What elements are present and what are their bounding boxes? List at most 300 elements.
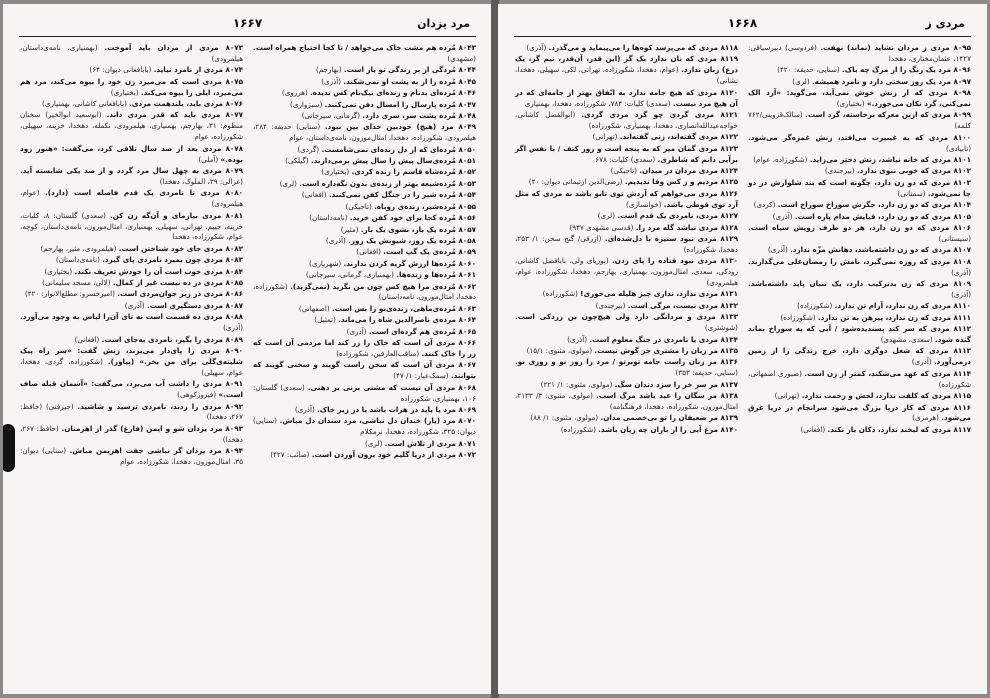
proverb-entry [253,315,476,326]
proverb-entry [515,312,738,334]
proverb-text: ۸۱۲۱ مردی گردی چو گرد مردی گردی. [581,109,738,119]
proverb-source: (لالی، مسجد سلیمانی) [42,278,111,288]
proverb-entry [20,144,243,166]
proverb-text: ۸۰۶۹ مرد یا باید در هرات باشد یا در زیر خاک. [317,405,476,414]
proverb-source: (صبوری اصفهانی، شکورزاده) [748,368,971,389]
proverb-text: ۸۰۴۷ مُرده پارسال را امسال دفن نمی‌کنند. [324,99,476,109]
proverb-entry [515,88,738,110]
proverb-source: (صائب: ۴۲۷) [270,450,310,460]
proverb-source: (قدسی مشهدی ۹۴۷) [569,222,634,232]
proverb-text: ۸۱۴۰ مرغ آبی را از باران چه زیان باشد. [598,424,738,434]
proverb-entry [20,346,243,379]
page-number: ۱۶۶۸ [727,16,758,30]
proverb-entry [253,156,476,167]
proverb-source: (شکورزاده) [560,424,596,434]
proverb-source: (فیروزکوهی) [177,390,217,400]
proverb-source: (ابوالفضل کاشانی، خواجه‌عبدالله‌انصاری، دهخدا، بهمنیاری، شکورزاده) [515,109,738,130]
proverb-source: (سنایی) دیوان: ۳۲۵، شکورزاده، دهخدا، نرمکلام [253,416,476,437]
proverb-source: (افغانی) [356,247,381,257]
proverb-entry [20,289,243,300]
proverb-text: ۸۰۸۶ مردی در زیر جوان‌مردی است. [117,289,243,299]
proverb-source: (گیلکی) [285,156,309,166]
proverb-entry [253,122,476,144]
proverb-text: ۸۰۶۴ مرده‌ی ناصرالدین شاه را می‌ماند. [338,315,476,325]
proverb-entry [253,405,476,416]
proverb-source: (بختیاری) [321,167,350,177]
proverb-text: ۸۱۱۳ مردی که شغل دوگری دارد، خرج زندگی را از زمین درمی‌آورد. [748,346,971,367]
proverb-source: (نامه‌داستان) [309,213,348,223]
proverb-source: (آذری) [767,245,788,255]
proverb-text: ۸۱۲۲ مردی گفته‌اند، زنی گفته‌اند. [619,132,738,142]
proverb-entry [515,177,738,188]
proverb-entry [20,43,243,65]
proverb-source: (افغانی) [800,424,826,434]
proverb-text: ۸۱۳۴ مردی یا نامردی در جنگ معلوم است. [589,334,738,344]
proverb-text: ۸۰۹۸ مردی که از زنش خوش نمی‌آید، می‌گوید: «آرد الک نمی‌کنی، گرد تکان می‌خورد.» [748,88,971,109]
proverb-source: (شکورزاده، دهخدا، امثال‌موزون، نامه‌داستان) [253,281,476,302]
proverb-source: (مولوی، مثنوی: ۳/ ۲۱۳۳، امثال‌موزون، شکورزاده، دهخدا، فرهنگنامه) [515,391,738,411]
proverb-entry [253,236,476,247]
proverb-source: (سنایی، حدیقه: ۳۵۳) [675,368,738,378]
proverb-source: (عوام، دهخدا، شکورزاده، تهرانی، لکی، سهیلی، دهخدا، نشانی) [515,65,738,86]
proverb-text: ۸۱۰۷ مردی که دو زن داشته‌باشد، دهانش مزّه ندارد. [790,245,971,255]
proverb-source: (ابوسعید ابوالخیر) سخنان منظوم: ۳۱، بهارجم، بهمنیاری، هیلمرودی، تکمله، دهخدا، خزینه، سهیلی، شکورزاده، عوام [20,110,243,142]
proverb-source: (تهرانی) [774,391,800,401]
proverb-source: (حافظ: ۲۶۷، دهخدا) [20,423,243,444]
proverb-source: (بیرجندی) [824,166,855,176]
proverb-text: ۸۱۳۹ مر ضعیفان را تو بی‌خصمی مدان. [600,413,738,423]
proverb-source: (شکورزاده، عوام) [753,155,808,165]
proverb-source: (گرمانی، سیرجانی) [301,110,361,120]
proverb-source: (بهمنیاری، گرمانی، سیرجانی) [305,270,394,280]
proverb-source: (اصفهانی) [298,303,330,313]
proverb-entry [253,43,476,65]
proverb-source: (سمنانی) [897,188,926,198]
proverb-source: (تاجیکی) [610,165,638,175]
proverb-entry [748,88,971,110]
proverb-source: (آملی) [198,154,219,164]
proverb-text: ۸۰۹۲ مردی را زدند، نامردی ترسید و شاشید. [77,401,243,411]
left-page [3,4,492,694]
proverb-text: ۸۱۳۲ مردی نیست، مرگی است. [627,300,738,310]
proverb-entry [20,244,243,255]
proverb-text: ۸۰۸۳ مردی چون بمیرد نامردی پای گیرد. [102,255,243,265]
proverb-text: ۸۱۱۵ مردی که کلفت ندارد، لحش و زحمت ندارد. [801,391,971,401]
proverb-entry [20,379,243,401]
proverb-entry [748,200,971,211]
proverb-entry [20,255,243,266]
proverb-text: ۸۰۴۸ مُرده پشت سر، سری دارد. [362,110,476,120]
proverb-entry [515,43,738,54]
proverb-text: ۸۰۶۱ مُرده‌ها و زنده‌ها. [396,270,476,280]
proverb-entry [748,133,971,155]
proverb-entry [748,212,971,223]
proverb-entry [748,324,971,346]
proverb-entry [253,360,476,382]
proverb-text: ۸۱۰۸ مردی که روزه نمی‌گیرد، نامش را رمضان‌علی می‌گذارند. [748,256,971,266]
proverb-text: ۸۰۷۸ مردی بعد از صد سال تلافی کرد، می‌گفت: «هنوز زود بوده.» [20,143,243,164]
proverb-source: (لری) [364,438,383,448]
proverb-source: (بهمنیاری، نامه‌ی‌داستان، هیلمرودی) [20,43,243,63]
proverb-text: ۸۰۷۱ مردی از تلاش است. [384,438,476,448]
proverb-entry [253,88,476,99]
proverb-entry [515,110,738,132]
proverb-entry [20,99,243,110]
proverb-source: (مثیر) [340,224,359,234]
column-left [515,43,738,436]
proverb-entry [20,65,243,76]
running-head: مردی ز [925,17,965,30]
proverb-source: (شکورزاده) [542,289,578,299]
proverb-text: ۸۱۲۳ مردی گمان میر که به پنجه است و زور کتف / با نفس اگر برآیی دانم که شاطری. [515,143,738,164]
proverb-source: (بختیاری) [836,99,865,109]
proverb-source: (مولوی، مثنوی: ۱/ ۸۸) [530,413,599,423]
proverb-text: ۸۰۶۶ مردی آن است که خاک را زر کند اما مردمی آن است که زر را خاک کنند. [253,338,476,358]
proverb-entry [20,446,243,468]
proverb-source: (لری) [279,178,297,188]
proverb-entry [253,213,476,224]
proverb-text: ۸۱۰۳ مردی که دو زن دارد، چگونه است که بند شلوارش در دو جا نمی‌شود. [748,177,971,198]
proverb-text: ۸۰۹۱ مردی را داشت آب می‌برد، می‌گفت: «آسمان قبله صاف است.» [20,379,243,400]
proverb-text: ۸۰۹۶ مرد یک رنگ را از مرگ چه باک. [842,65,971,75]
proverb-source: (سنایی) حدیقه: ۲۸۴، هیلمرودی، شکورزاده، دهخدا، امثال‌موزون، نامه‌ی‌داستان، عوام [253,122,476,143]
proverb-source: (پوریای ولی، بابافضل کاشانی، رودکی، سعدی، امثال‌موزون، بهمنیاری، بهارجم، دهخدا، شکورزاده، عوام، هیلمرودی) [515,256,738,288]
proverb-text: ۸۰۷۲ مردی از دریا گلیم خود برون آوردن است. [311,450,476,460]
proverb-text: ۸۱۳۰ مردی نبود فتاده را پای زدن. [612,256,738,266]
proverb-entry [253,282,476,304]
proverb-entry [748,223,971,245]
proverb-entry [515,189,738,211]
proverb-text: ۸۰۸۸ مردی ده قسمت است نه تای آن‌را لباس به وجود می‌آورد. [20,312,243,322]
proverb-source: (مولوی، مثنوی: ۱۵/۱) [526,345,593,355]
proverb-entry [748,369,971,391]
proverb-text: ۸۱۱۶ مردی که کار دریا بزرگ می‌شود سرانجام در دریا غرق می‌شود. [748,402,971,423]
proverb-entry [253,247,476,258]
proverb-text: ۸۰۵۴ مُرده شیر را در جنگل کفن نمی‌کنند. [328,190,476,200]
proverb-text: ۸۰۵۱ مُرده‌ی‌سال پیش را سال پیش برمی‌دارند. [311,156,476,166]
proverb-text: ۸۰۶۸ مردی آن نیست که مشتی بزنی بر دهنی. [307,382,476,392]
page-number: ۱۶۶۷ [232,16,263,30]
proverb-source: (مناقب‌العارفین، شکورزاده) [336,348,420,358]
proverb-text: ۸۰۴۶ مُرده‌ای بدنام و زنده‌ای نیک‌نام کس ندیده. [310,88,476,98]
column-left [20,43,243,468]
proverb-entry [253,439,476,450]
proverb-entry [515,391,738,413]
proverb-entry [253,100,476,111]
proverb-entry [253,383,476,405]
proverb-text: ۸۱۳۵ مر زبان را مشتری جز گوش نیست. [594,345,738,355]
proverb-source: (غزالی: ۳۹، الملوک، دهخدا) [159,176,243,186]
proverb-entry [748,301,971,312]
proverb-text: ۸۰۶۰ مُرده‌ها ارزش گریه کردن ندارند. [343,258,476,268]
proverb-source: (هیلمرودی، مثیر، بهارجم) [40,243,117,253]
proverb-source: (آذری) [772,211,793,221]
proverb-source: (تهرانی) [592,132,618,142]
proverb-source: (آذری) [346,326,367,336]
proverb-text: ۸۰۷۴ مردی از نامرد نیاید. [153,65,243,75]
proverb-entry [515,54,738,87]
proverb-text: ۸۰۹۴ مرد یزدان گر نباشی جفت اهریمن مباش. [69,446,243,456]
proverb-entry [748,166,971,177]
proverb-entry [515,132,738,143]
right-page [498,4,987,694]
proverb-text: ۸۱۰۶ مردی که دو زن دارد، هر دو طرف رویش سیاه است. [748,223,971,232]
proverb-text: ۸۰۵۸ مُرده یک روز، شیونش یک روز. [348,235,476,245]
proverb-text: ۸۰۴۳ مُرده هم مشت خاک می‌خواهد / تا کجا احتیاج همراه است. [253,43,476,52]
proverb-text: ۸۱۲۵ مردیم و ز کس وفا ندیدیم. [624,177,738,187]
proverb-text: ۸۱۲۹ مردی نبود ستیزه با دل‌شده‌ای. [604,233,738,243]
proverb-source: (تمثیل) [314,315,336,325]
proverb-text: ۸۱۱۷ مردی که لبخند ندارد، دکان باز نکند. [827,424,971,434]
proverb-entry [253,450,476,461]
page-header [19,14,476,37]
proverb-source: (سعدی) کلیات: ۶۷۸ [595,154,656,164]
proverb-text: ۸۰۷۵ مردی است که می‌میرد زن خود را بیوه می‌کند، مرد هم می‌میرد، ایلی را بیوه می‌کند. [20,76,243,97]
proverb-text: ۸۰۸۷ مردی دستگیری است. [146,300,243,310]
proverb-source: (آذری) [321,76,342,86]
proverb-text: ۸۰۶۷ مردی آن است که سخن راست گویند و سخنی گویند که بتوانند. [253,360,476,381]
proverb-text: ۸۱۳۷ مر سر خر را سزد دندان سگ. [614,379,738,389]
proverb-text: ۸۱۰۱ مردی که خانه نباشد، زنش دختر می‌زاید. [809,155,971,165]
proverb-text: ۸۱۱۸ مردی که می‌پرسد کوه‌ها را می‌پیماید و می‌گذرد. [548,43,738,52]
proverb-source: (شوشتری) [704,323,738,333]
proverb-text: ۸۰۵۷ مُرده یک بار، نشوی یک بار. [360,224,476,234]
proverb-entry [253,111,476,122]
proverb-entry [253,77,476,88]
proverb-text: ۸۱۱۹ مردی که نان ندارد یک گز (این قدر، آن‌قدر، نیم گز، یک ذرع) زبان ندارد. [515,54,738,75]
proverb-text: ۸۰۵۲ مُرده‌شاه قاسم را زنده کردی. [351,167,476,177]
proverb-text: ۸۰۵۵ مُرده‌شیر، زنده‌ی روباه. [374,201,476,211]
proverb-text: ۸۱۰۵ مردی که دو زن دارد، قبایش مدام پاره است. [794,211,971,221]
proverb-source: (گردی) [297,144,320,154]
proverb-source: (بیرجندی) [595,300,626,310]
proverb-entry [515,380,738,391]
proverb-text: ۸۰۸۹ مردی را بگیر، نامردی به‌جای است. [101,334,243,344]
proverb-source: (شکورزاده، گردی، دهخدا، عوام، سهیلی) [20,356,243,377]
proverb-entry [253,167,476,178]
proverb-text: ۸۱۰۲ مردی که خوبی نبوی ندارد. [856,166,971,176]
proverb-text: ۸۰۷۳ مردی از مردان باید آموخت. [104,43,243,52]
proverb-source: (آذری) [223,323,243,333]
proverb-text: ۸۰۹۳ مرد یزدان شو و ایمن (فارغ) گذر از اهرمنان. [61,423,243,433]
proverb-source: (تاجیکی) [345,201,372,211]
proverb-entry [20,166,243,188]
proverb-entry [20,312,243,334]
proverb-source: (سعدی، مشهدی) [880,335,933,345]
proverb-source: (آذری) [951,289,971,299]
proverb-source: (افغانی) [74,334,100,344]
proverb-source: (آذری) [567,334,588,344]
proverb-source: (هرزوی) [281,88,308,98]
proverb-entry [20,402,243,424]
proverb-entry [515,413,738,424]
proverb-text: ۸۰۷۰ مرد (یار) خندان دل نباشی، مرد سندان دل مباش. [279,416,476,426]
proverb-source: (بختیاری) [110,87,139,97]
proverb-text: ۸۰۶۵ مُرده‌ی هم گرده‌ای است. [368,326,476,336]
proverb-source: (شهریاری) [309,258,342,268]
proverb-source: (تابیادی) [946,143,971,153]
proverb-entry [20,301,243,312]
proverb-source: (افغانی) [301,190,327,200]
proverb-source: (آذری) [325,235,346,245]
proverb-entry [515,144,738,166]
proverb-text: ۸۰۸۰ مردی تا نامردی یک قدم فاصله است (دارد). [45,188,243,198]
proverb-text: ۸۰۶۳ مُرده‌ی‌ماهی، زنده‌ی‌نو را بس است. [331,303,476,313]
binding-hole-mark [3,424,15,472]
proverb-source: (سنایی) دیوان: ۳۵، امثال‌موزون، دهخدا، شکورزاده، عوام [20,446,243,467]
proverb-entry [253,145,476,156]
proverb-source: (بهارجم) [315,65,342,75]
proverb-source: (لری) [792,76,810,86]
proverb-text: ۸۰۶۲ مُرده‌ی مرا هیچ کس چون من نگرید (نمی‌گرید). [290,281,476,291]
proverb-entry [515,301,738,312]
proverb-entry [515,346,738,357]
proverb-source: (آذری) [294,405,315,414]
proverb-source: (جیرفتی) (حافظ: ۲۶۷، دهخدا) [20,401,243,422]
running-head: مرد یزدان [417,17,470,30]
proverb-entry [515,357,738,379]
proverb-entry [515,289,738,300]
proverb-entry [20,77,243,99]
proverb-entry [748,425,971,436]
proverb-source: (سعدی) گلستان: ۱۰۶، بهمنیاری، شکورزاده [253,382,476,403]
proverb-entry [748,155,971,166]
proverb-entry [748,346,971,368]
proverb-text: ۸۱۰۴ مردی که دو زن دارد، جگرش سوراخ سوراخ است. [777,200,971,210]
proverb-text: ۸۰۷۷ مردی باید که قدر مردی داند. [106,110,243,120]
proverb-entry [748,245,971,256]
proverb-text: ۸۱۳۶ مر زنان راست جامه توبرتو / مرد را روز نو و روزی نو. [515,357,738,367]
proverb-text: ۸۰۹۵ مردی ز مردان نشاید (نماند) نهفت. [820,43,971,52]
proverb-entry [253,259,476,270]
proverb-entry [748,313,971,324]
proverb-source: (سعدی) گلستان: ۸، کلیات، خزینه، حییم، تهرانی، سهیلی، بهمنیاری، امثال‌موزون، نامه‌ی‌داستان، کوچه، عوام، شکورزاده، دهخدا [20,210,243,242]
proverb-source: (بختیاری) [44,266,73,276]
proverb-entry [253,304,476,315]
proverb-entry [253,190,476,201]
page-header [514,14,971,37]
proverb-text: ۸۰۸۲ مردی جای خود شناختن است. [118,243,243,253]
proverb-text: ۸۱۳۸ مر سگان را عید باشد مرگ اسب. [596,391,738,401]
proverb-text: ۸۱۳۳ مردی و مردانگی دارد ولی هیچ‌چون بن زردکی است. [515,312,738,322]
proverb-source: (شکورزاده) [797,301,833,311]
proverb-entry [515,335,738,346]
proverb-entry [20,188,243,210]
proverb-source: (آذری) [951,267,971,277]
text-columns [19,43,476,468]
proverb-text: ۸۰۸۱ مردی بیازمای و آن‌گه زن کن. [109,210,244,220]
proverb-text: ۸۰۴۴ مُردگی از بر زندگی نو بار است. [344,65,476,75]
proverb-source: (سعدی) کلیات: ۷۸۴، شکورزاده، دهخدا، بهمنیاری [524,98,671,108]
proverb-text: ۸۰۸۵ مردی در ده نیست غیر از کمال. [112,278,243,288]
proverb-text: ۸۰۹۰ مردی را پای‌دار می‌برند، زنش گفت: «سر راه پیک شلیته‌ی‌گلی برای من بخر.» (پیاور). [20,345,243,366]
proverb-text: ۸۱۲۴ مردی مردان در میدان. [639,165,738,175]
proverb-entry [515,166,738,177]
proverb-entry [20,110,243,143]
column-right [748,43,971,436]
proverb-text: ۸۱۱۰ مردی که زن ندارد، آرام تن ندارد. [834,301,971,311]
proverb-entry [20,267,243,278]
proverb-text: ۸۱۰۰ مردی که به غیبیرت می‌افتد، زنش غمزه‌گر می‌شود. [748,132,971,142]
proverb-text: ۸۱۱۱ مردی که زن ندارد، پیرهن به تن ندارد. [817,312,971,322]
proverb-entry [253,202,476,213]
proverb-entry [748,110,971,132]
proverb-entry [748,391,971,402]
proverb-source: (نامه‌ی‌داستان) [55,255,100,265]
proverb-source: (سالک‌قزوینی/۷۶۲ کلمه) [748,110,971,131]
proverb-entry [253,327,476,338]
column-right [253,43,476,468]
proverb-text: ۸۱۰۹ مردی که زن بدترکیب دارد، یک تنبان پاید داشته‌باشد. [748,279,971,289]
proverb-text: ۸۰۴۹ مرد (هیچ) خودبین خدای بین نبود. [324,122,476,132]
proverb-text: ۸۰۵۳ مُرده‌شیعه بهتر از زنده‌ی بدون نگه‌داره است. [299,178,476,188]
proverb-entry [253,65,476,76]
proverb-entry [253,338,476,360]
proverb-entry [253,179,476,190]
proverb-entry [748,279,971,301]
proverb-entry [515,223,738,234]
proverb-source: (عوام، هیلمرودی) [20,188,243,209]
proverb-source: (کردی) [753,200,776,210]
proverb-source: (سمک‌عیار: ۱/ ۴۷) [393,371,449,381]
proverb-text: ۸۱۱۲ مردی که سر کند پسندیده‌شود / آبی که به سوراخ بماند گنده شود. [748,324,971,345]
proverb-entry [253,270,476,281]
proverb-entry [20,335,243,346]
proverb-text: ۸۱۲۸ مردی نباشد گله مرد را. [635,222,738,232]
proverb-entry [748,178,971,200]
proverb-source: (مشهدی) [447,53,476,63]
proverb-entry [20,278,243,289]
proverb-source: (سیستانی) [938,233,971,243]
proverb-text: ۸۱۲۷ مردی، نامردی یک قدم است. [617,211,738,221]
proverb-source: (خوانساری) [626,199,662,209]
proverb-source: (سبزواری) [290,99,323,109]
proverb-text: ۸۱۳۱ مردی ندارد، نداری چیز هلیله می‌خوری! [580,289,738,299]
proverb-entry [748,43,971,65]
proverb-entry [253,225,476,236]
proverb-source: (فردوسی) دبیرسیاقی: ۱۴۲۷، عثمان‌مختاری، دهخدا [748,43,971,63]
proverb-text: ۸۱۱۴ مردی که عهد می‌شکند، کمتر از زن است. [804,368,971,378]
proverb-text: ۸۰۴۵ مُرده را از به پشت او نمی‌شکند. [343,76,476,86]
proverb-entry [515,211,738,222]
proverb-text: ۸۱۲۰ مردی که هیچ جامه ندارد به اتّفاق بهتر از جامه‌ای که در آن هیچ مرد نیست. [515,87,738,108]
proverb-entry [748,257,971,279]
proverb-source: (سنایی، حدیقه: ۴۲۰) [777,65,840,75]
text-columns [514,43,971,436]
proverb-source: (رضی‌الدین ارتیمانی دیوان: ۴۰) [528,177,623,187]
proverb-source: (بابافغانی دیوان: ۶۴) [89,65,152,75]
proverb-entry [748,77,971,88]
proverb-text: ۸۰۹۷ مرد یک روز سختی دارد و نامرد همیشه. [811,76,971,86]
proverb-source: (هرمزی) [912,413,939,423]
proverb-text: ۸۰۷۶ مردی باید، بلندهمت مردی. [129,99,243,109]
proverb-entry [20,211,243,244]
proverb-source: (شکورزاده) [780,312,816,322]
proverb-entry [748,403,971,425]
proverb-text: ۸۰۹۹ مردی که ازین معرکه برخاسته، گرد است. [805,110,971,120]
proverb-entry [20,424,243,446]
proverb-text: ۸۰۵۶ مُرده کجا برای خود کفن خرید. [349,213,476,223]
proverb-entry [515,425,738,436]
proverb-source: (امیرخسرو: مطلع‌الانوار: ۲۲۰) [24,289,115,299]
proverb-entry [515,234,738,256]
proverb-source: (ازرقی/ گنج سخن: ۱/ ۲۵۳، دهخدا، شکورزاده) [515,233,738,254]
proverb-source: (بابافغانی کاشانی، بهمنیاری) [42,99,127,109]
proverb-source: (آذری) [124,300,145,310]
proverb-source: (آذری) [526,43,547,52]
proverb-text: ۸۱۲۶ مردی می‌خواهم که آردش توی تابو باشد نه مردی که مثل آرد توی قوطی باشد. [515,188,738,209]
proverb-source: (لری) [597,211,616,221]
